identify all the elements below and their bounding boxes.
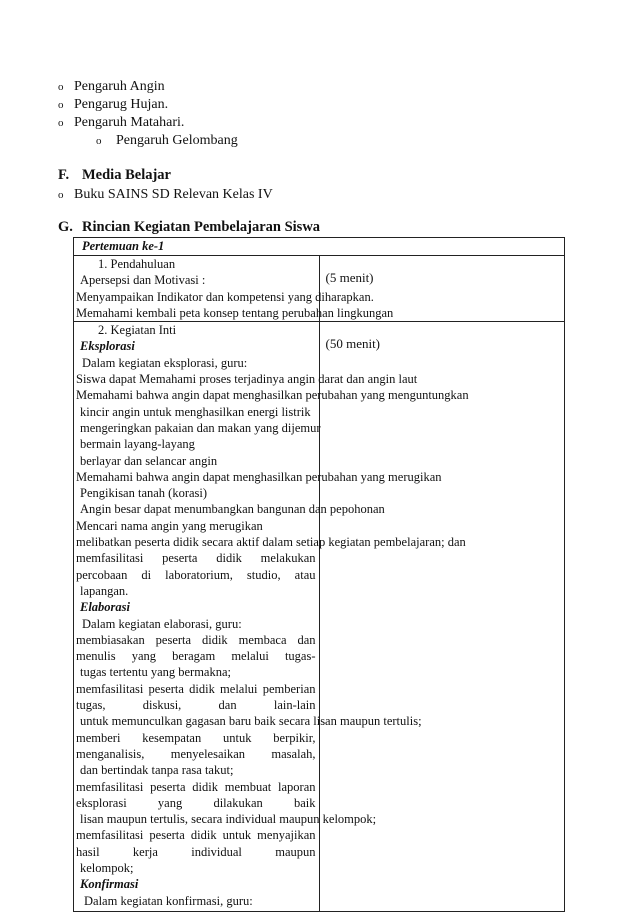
subheading-elaborasi: Elaborasi — [80, 600, 131, 615]
list-item: Angin besar dapat menumbangkan bangunan dan pepohonan — [80, 502, 385, 517]
bullet-marker: o — [58, 189, 64, 201]
list-item: dan bertindak tanpa rasa takut; — [80, 763, 234, 778]
media-item — [58, 186, 273, 204]
list-item: memfasilitasi peserta didik untuk menyajikan hasil kerja individual maupun — [76, 828, 316, 859]
list-item: Apersepsi dan Motivasi : — [80, 273, 206, 288]
list-item: Dalam kegiatan konfirmasi, guru: — [84, 893, 253, 908]
list-item: lisan maupun tertulis, secara individual maupun kelompok; — [80, 812, 377, 827]
bullet-marker: o — [58, 81, 64, 93]
list-item: Siswa dapat Memahami proses terjadinya angin darat dan angin laut — [76, 372, 418, 387]
list-item: Dalam kegiatan eksplorasi, guru: — [82, 355, 248, 370]
table-header-cell — [74, 238, 565, 256]
list-item: bermain layang-layang — [80, 437, 195, 452]
list-item: Memahami bahwa angin dapat menghasilkan perubahan yang menguntungkan — [76, 388, 469, 403]
bullet-item-nested — [96, 132, 238, 150]
section-title: Media Belajar — [82, 167, 171, 183]
list-item: Memahami kembali peta konsep tentang perubahan lingkungan — [76, 305, 394, 320]
section-letter: G. — [58, 219, 73, 235]
list-item: untuk memunculkan gagasan baru baik secara lisan maupun tertulis; — [80, 714, 422, 729]
duration-label: (5 menit) — [325, 270, 374, 285]
list-item: Dalam kegiatan elaborasi, guru: — [82, 616, 242, 631]
activity-table — [73, 237, 565, 912]
table-row — [74, 256, 565, 322]
bullet-item — [58, 114, 184, 132]
bullet-marker: o — [58, 117, 64, 129]
list-item: memfasilitasi peserta didik membuat laporan eksplorasi yang dilakukan baik — [76, 779, 316, 810]
section-title: Rincian Kegiatan Pembelajaran Siswa — [82, 219, 321, 235]
list-item: tugas tertentu yang bermakna; — [80, 665, 231, 680]
table-header-row — [74, 238, 565, 256]
list-item: kincir angin untuk menghasilkan energi listrik — [80, 404, 311, 419]
bullet-item — [58, 78, 165, 96]
bullet-marker: o — [58, 99, 64, 111]
list-item: Menyampaikan Indikator dan kompetensi yang diharapkan. — [76, 289, 374, 304]
duration-label: (50 menit) — [325, 336, 381, 352]
bullet-text: Pengaruh Gelombang — [116, 133, 238, 148]
list-item: memfasilitasi peserta didik melalui pemberian tugas, diskusi, dan lain-lain — [76, 681, 316, 713]
section-letter: F. — [58, 167, 70, 183]
section-f-heading — [58, 167, 171, 184]
list-item: berlayar dan selancar angin — [80, 453, 218, 468]
bullet-marker: o — [96, 135, 102, 147]
list-item: 1. Pendahuluan — [98, 257, 176, 271]
bullet-text: Pengaruh Angin — [74, 79, 165, 94]
bullet-text: Pengarug Hujan. — [74, 97, 169, 112]
list-item: Pengikisan tanah (korasi) — [80, 486, 208, 501]
subheading-konfirmasi: Konfirmasi — [80, 877, 139, 892]
list-item: Mencari nama angin yang merugikan — [76, 518, 263, 533]
list-item: mengeringkan pakaian dan makan yang dijemur — [80, 420, 321, 435]
bullet-item — [58, 96, 168, 114]
bullet-text: Pengaruh Matahari. — [74, 115, 185, 130]
subheading-eksplorasi: Eksplorasi — [80, 339, 135, 354]
list-item: Memahami bahwa angin dapat menghasilkan perubahan yang merugikan — [76, 469, 442, 484]
list-item: melibatkan peserta didik secara aktif dalam setiap kegiatan pembelajaran; dan — [76, 535, 466, 550]
bullet-text: Buku SAINS SD Relevan Kelas IV — [74, 187, 273, 202]
list-item: lapangan. — [80, 583, 129, 598]
list-item: memfasilitasi peserta didik melakukan percobaan di laboratorium, studio, atau — [76, 551, 316, 582]
list-item: 2. Kegiatan Inti — [98, 323, 177, 338]
meeting-title: Pertemuan ke-1 — [82, 239, 165, 253]
list-item: memberi kesempatan untuk berpikir, menganalisis, menyelesaikan masalah, — [76, 730, 316, 761]
list-item: kelompok; — [80, 860, 134, 875]
list-item: membiasakan peserta didik membaca dan menulis yang beragam melalui tugas- — [76, 632, 316, 664]
table-row — [74, 322, 565, 912]
section-g-heading — [58, 219, 320, 236]
